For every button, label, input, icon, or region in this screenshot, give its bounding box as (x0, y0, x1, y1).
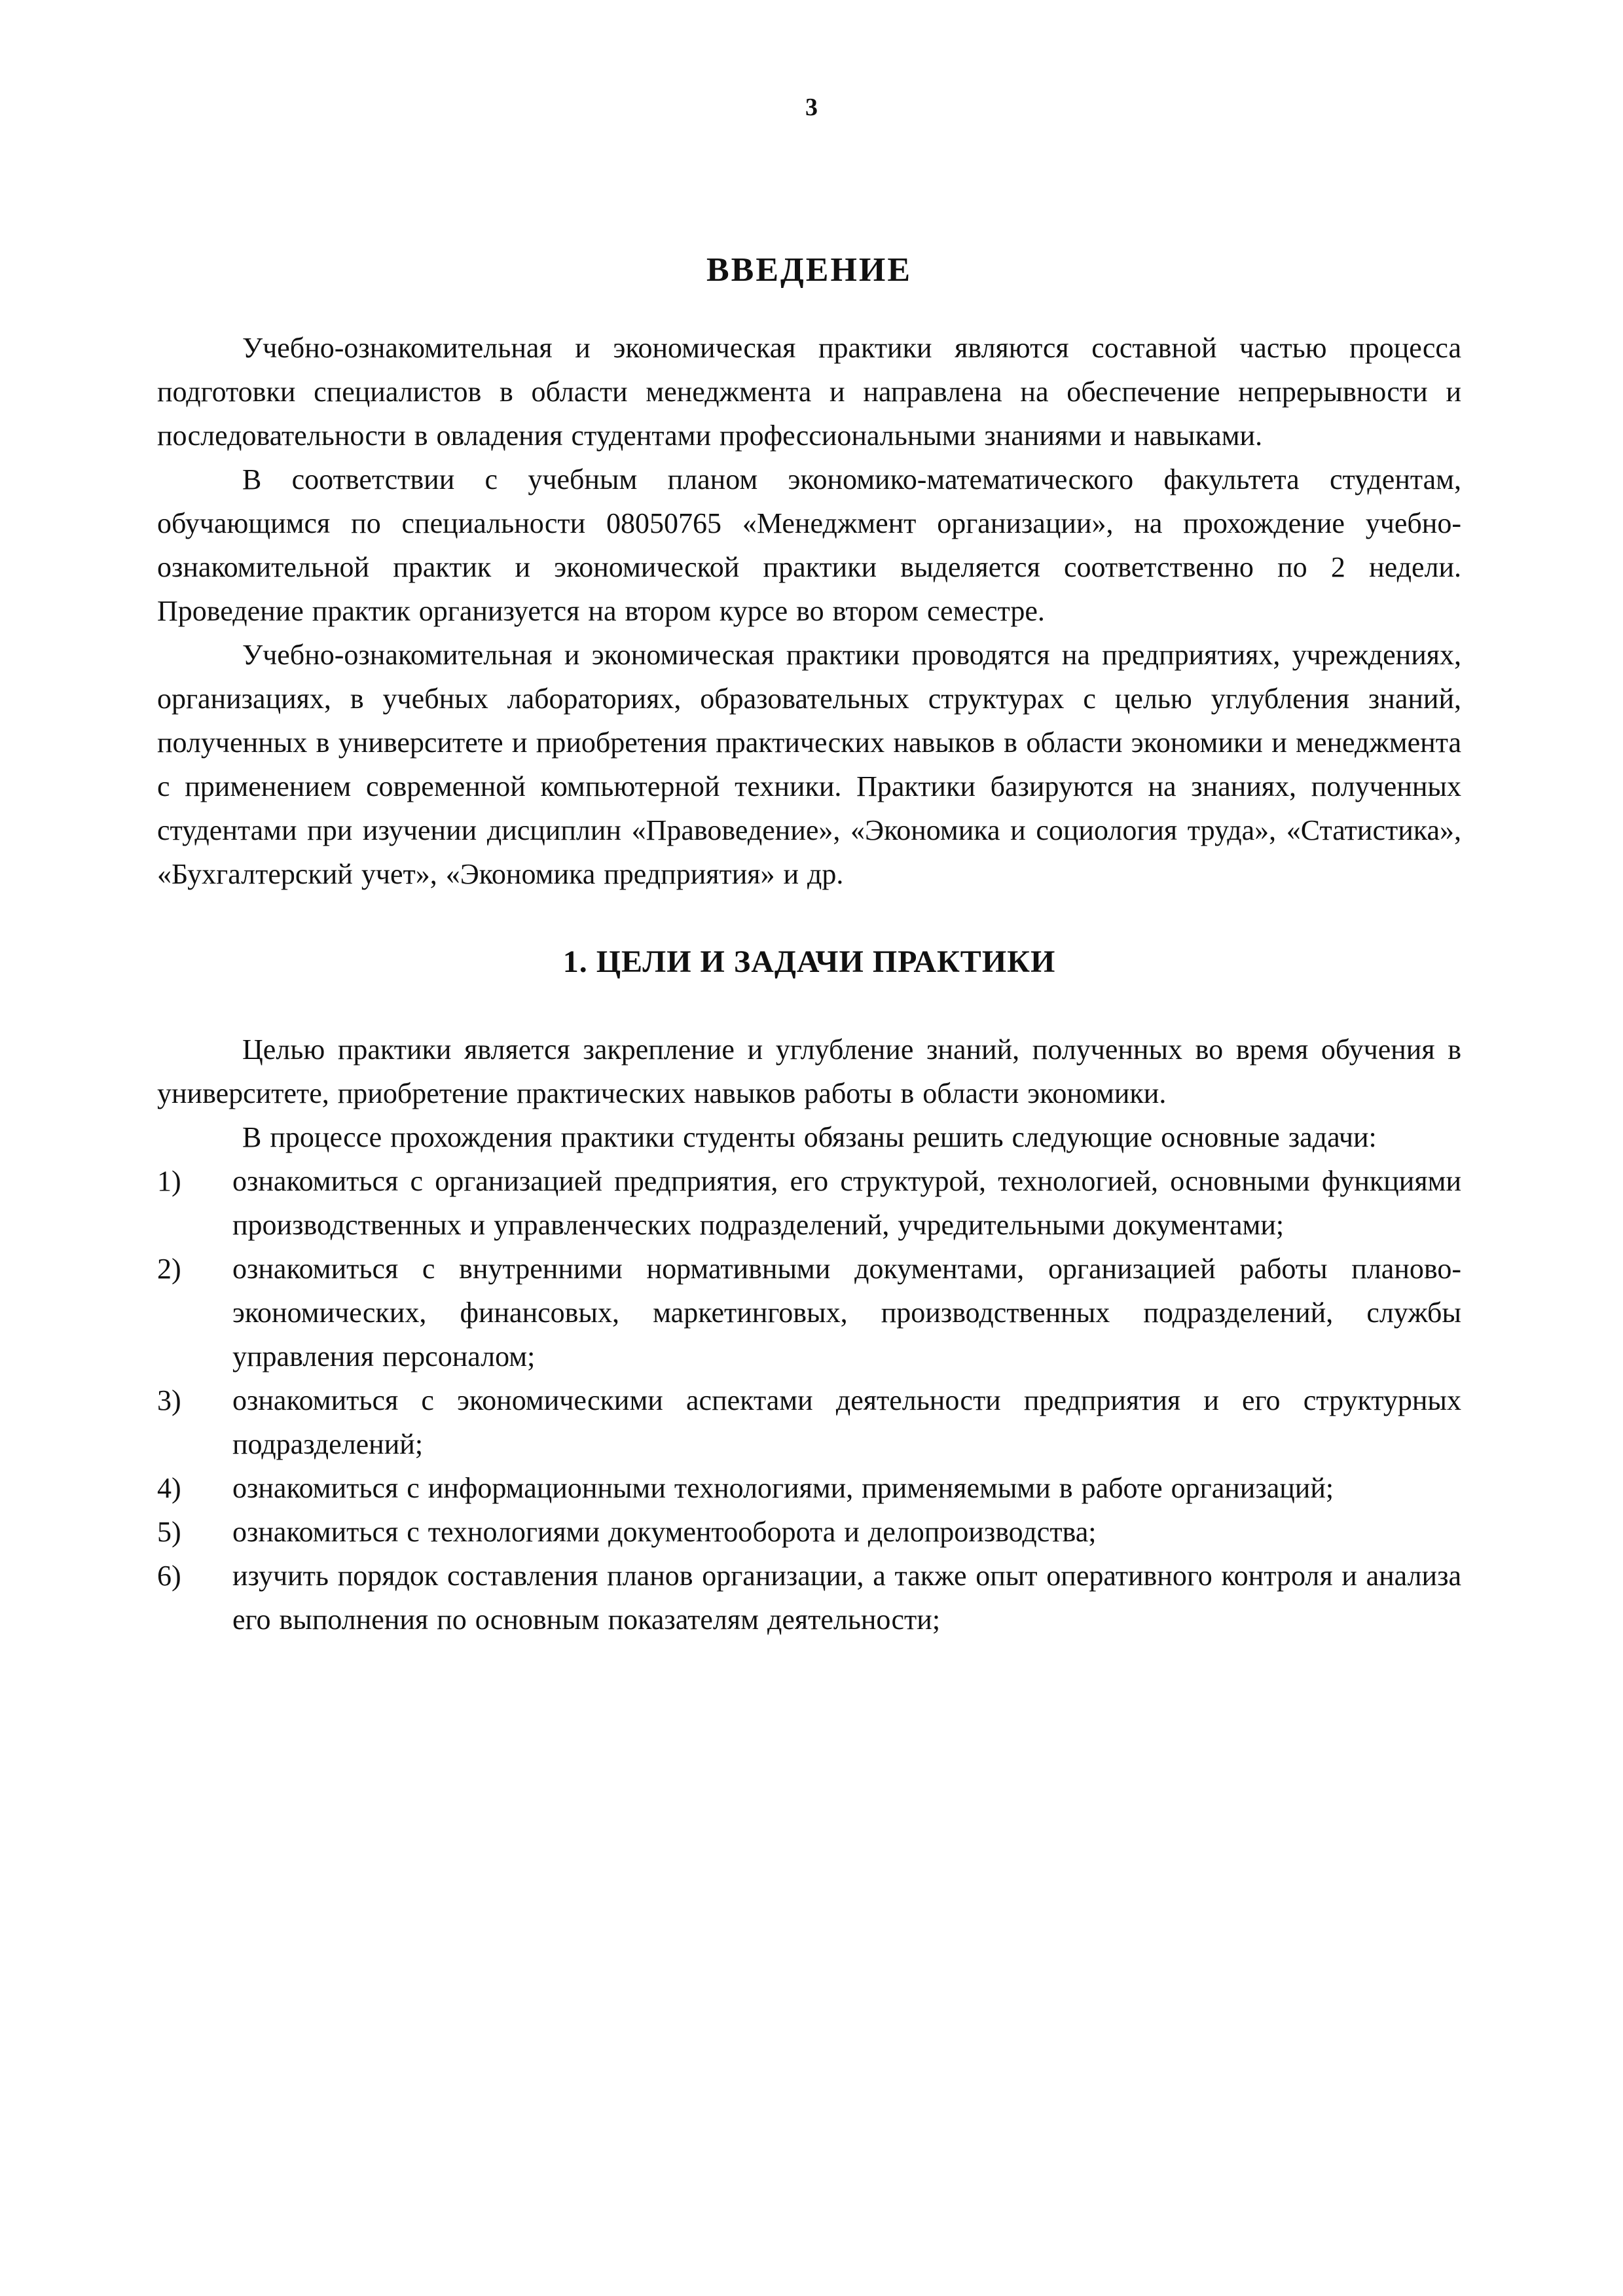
task-item (157, 1247, 1461, 1378)
intro-paragraphs (157, 326, 1461, 896)
task-text: ознакомиться с экономическими аспектами деятельности предприятия и его структурных подразделений; (232, 1384, 1461, 1460)
intro-paragraph: В соответствии с учебным планом экономико-математического факультета студентам, обучающимся по специальности 08050765 «Менеджмент организации», на прохождение учебно-ознакомительной практик и экономической практики выделяется соответственно по 2 недели. Проведение практик организуется на втором курсе во втором семестре. (157, 463, 1461, 627)
task-marker: 1) (157, 1165, 181, 1197)
task-marker: 3) (157, 1384, 181, 1416)
task-text: ознакомиться с организацией предприятия, его структурой, технологией, основными функциями производственных и управленческих подразделений, учредительными документами; (232, 1165, 1461, 1241)
section1-paragraph: Целью практики является закрепление и углубление знаний, полученных во время обучения в университете, приобретение практических навыков работы в области экономики. (157, 1033, 1461, 1109)
section1-paragraphs (157, 1028, 1461, 1159)
task-marker: 4) (157, 1472, 181, 1504)
intro-heading: ВВЕДЕНИЕ (706, 251, 913, 289)
task-marker: 2) (157, 1253, 181, 1285)
task-text: ознакомиться с информационными технологиями, применяемыми в работе организаций; (232, 1472, 1334, 1504)
task-item (157, 1554, 1461, 1641)
page-content (157, 0, 1461, 1641)
intro-paragraph: Учебно-ознакомительная и экономическая практики являются составной частью процесса подготовки специалистов в области менеджмента и направлена на обеспечение непрерывности и последовательности в овладения студентами профессиональными знаниями и навыками. (157, 332, 1461, 452)
task-item (157, 1378, 1461, 1466)
task-list (157, 1159, 1461, 1641)
section1-heading: 1. ЦЕЛИ И ЗАДАЧИ ПРАКТИКИ (562, 944, 1056, 979)
task-item (157, 1466, 1461, 1510)
section1-paragraph: В процессе прохождения практики студенты обязаны решить следующие основные задачи: (242, 1121, 1377, 1153)
page-number: 3 (805, 94, 818, 121)
task-text: изучить порядок составления планов организации, а также опыт оперативного контроля и анализа его выполнения по основным показателям деятельности; (232, 1560, 1461, 1636)
task-item (157, 1510, 1461, 1554)
task-item (157, 1159, 1461, 1247)
task-text: ознакомиться с внутренними нормативными документами, организацией работы планово-экономических, финансовых, маркетинговых, производственных подразделений, службы управления персоналом; (232, 1253, 1461, 1372)
intro-paragraph: Учебно-ознакомительная и экономическая практики проводятся на предприятиях, учреждениях, организациях, в учебных лабораториях, образовательных структурах с целью углубления знаний, полученных в университете и приобретения практических навыков в области экономики и менеджмента с применением современной компьютерной техники. Практики базируются на знаниях, полученных студентами при изучении дисциплин «Правоведение», «Экономика и социология труда», «Статистика», «Бухгалтерский учет», «Экономика предприятия» и др. (157, 639, 1461, 890)
task-marker: 5) (157, 1516, 181, 1548)
task-text: ознакомиться с технологиями документооборота и делопроизводства; (232, 1516, 1097, 1548)
task-marker: 6) (157, 1560, 181, 1592)
